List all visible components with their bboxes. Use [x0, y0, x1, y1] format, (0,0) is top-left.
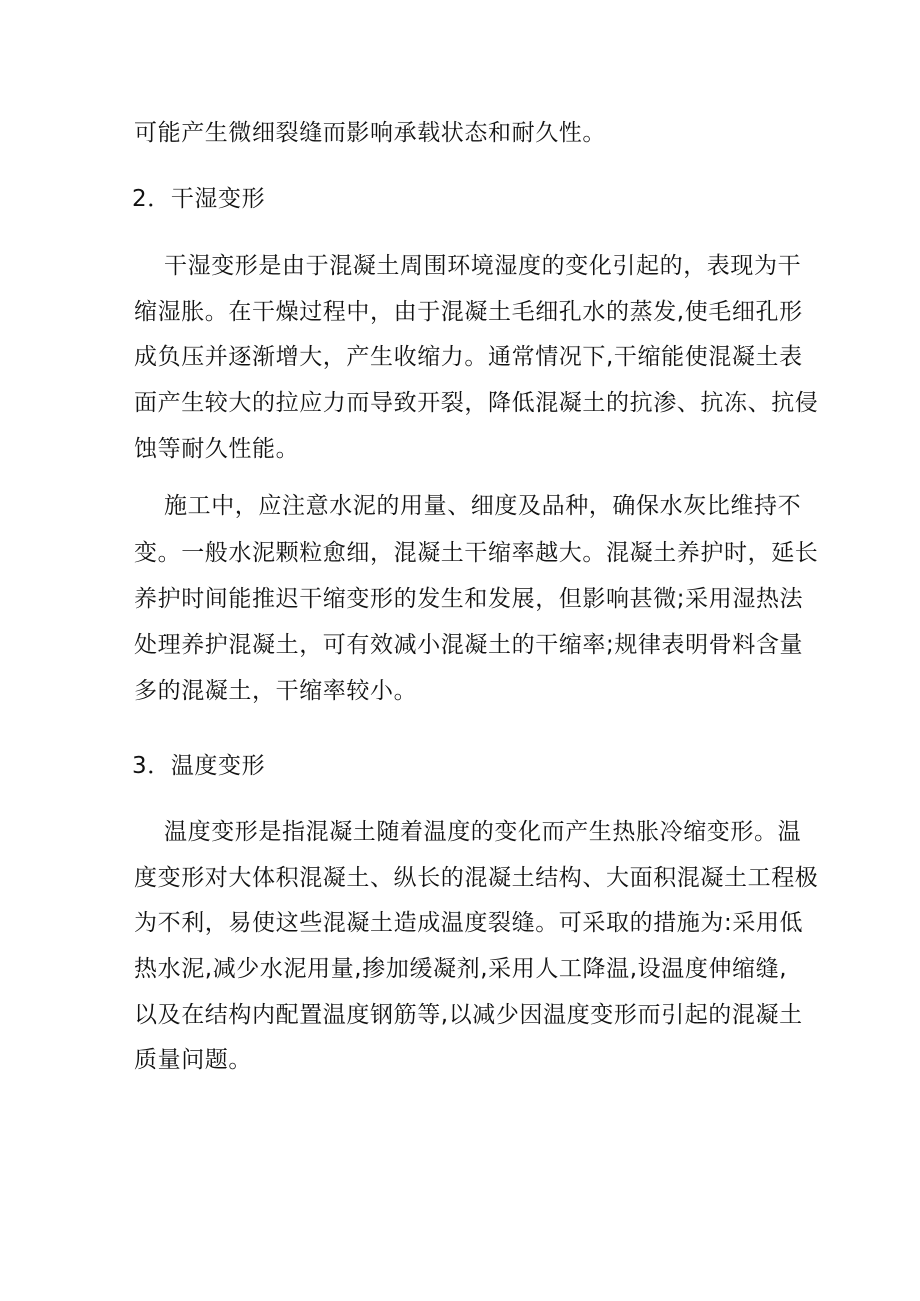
section-2-paragraph-1-line-2: 缩湿胀。在干燥过程中，由于混凝土毛细孔水的蒸发,使毛细孔形 — [134, 299, 803, 325]
section-2-paragraph-2-line-2: 变。一般水泥颗粒愈细，混凝土干缩率越大。混凝土养护时，延长 — [134, 540, 819, 566]
section-2-paragraph-1-line-4: 面产生较大的拉应力而导致开裂，降低混凝土的抗渗、抗冻、抗侵 — [134, 390, 819, 416]
section-3-paragraph-1-line-2: 度变形对大体积混凝土、纵长的混凝土结构、大面积混凝土工程极 — [134, 865, 819, 891]
section-3-heading: 3．温度变形 — [132, 753, 266, 779]
section-2-paragraph-1-line-3: 成负压并逐渐增大，产生收缩力。通常情况下,干缩能使混凝土表 — [134, 344, 803, 370]
section-3-paragraph-1-line-6: 质量问题。 — [134, 1047, 252, 1073]
section-2-paragraph-2-line-5: 多的混凝土，干缩率较小。 — [134, 678, 418, 704]
section-2-paragraph-2-line-1: 施工中，应注意水泥的用量、细度及品种，确保水灰比维持不 — [164, 493, 802, 519]
section-2-paragraph-2-line-4: 处理养护混凝土，可有效减小混凝土的干缩率;规律表明骨料含量 — [134, 632, 804, 658]
section-2-paragraph-1-line-5: 蚀等耐久性能。 — [134, 436, 300, 462]
section-2-heading: 2．干湿变形 — [132, 186, 266, 212]
section-2-paragraph-2-line-3: 养护时间能推迟干缩变形的发生和发展，但影响甚微;采用湿热法 — [134, 586, 804, 612]
continuation-text: 可能产生微细裂缝而影响承载状态和耐久性。 — [134, 120, 606, 146]
section-2-paragraph-1-line-1: 干湿变形是由于混凝土周围环境湿度的变化引起的，表现为干 — [164, 253, 802, 279]
section-3-paragraph-1-line-4: 热水泥,减少水泥用量,掺加缓凝剂,采用人工降温,设温度伸缩缝, — [134, 956, 788, 982]
section-3-paragraph-1-line-3: 为不利，易使这些混凝土造成温度裂缝。可采取的措施为:采用低 — [134, 910, 804, 936]
section-3-paragraph-1-line-1: 温度变形是指混凝土随着温度的变化而产生热胀冷缩变形。温 — [164, 819, 802, 845]
section-3-paragraph-1-line-5: 以及在结构内配置温度钢筋等,以减少因温度变形而引起的混凝土 — [134, 1002, 803, 1028]
